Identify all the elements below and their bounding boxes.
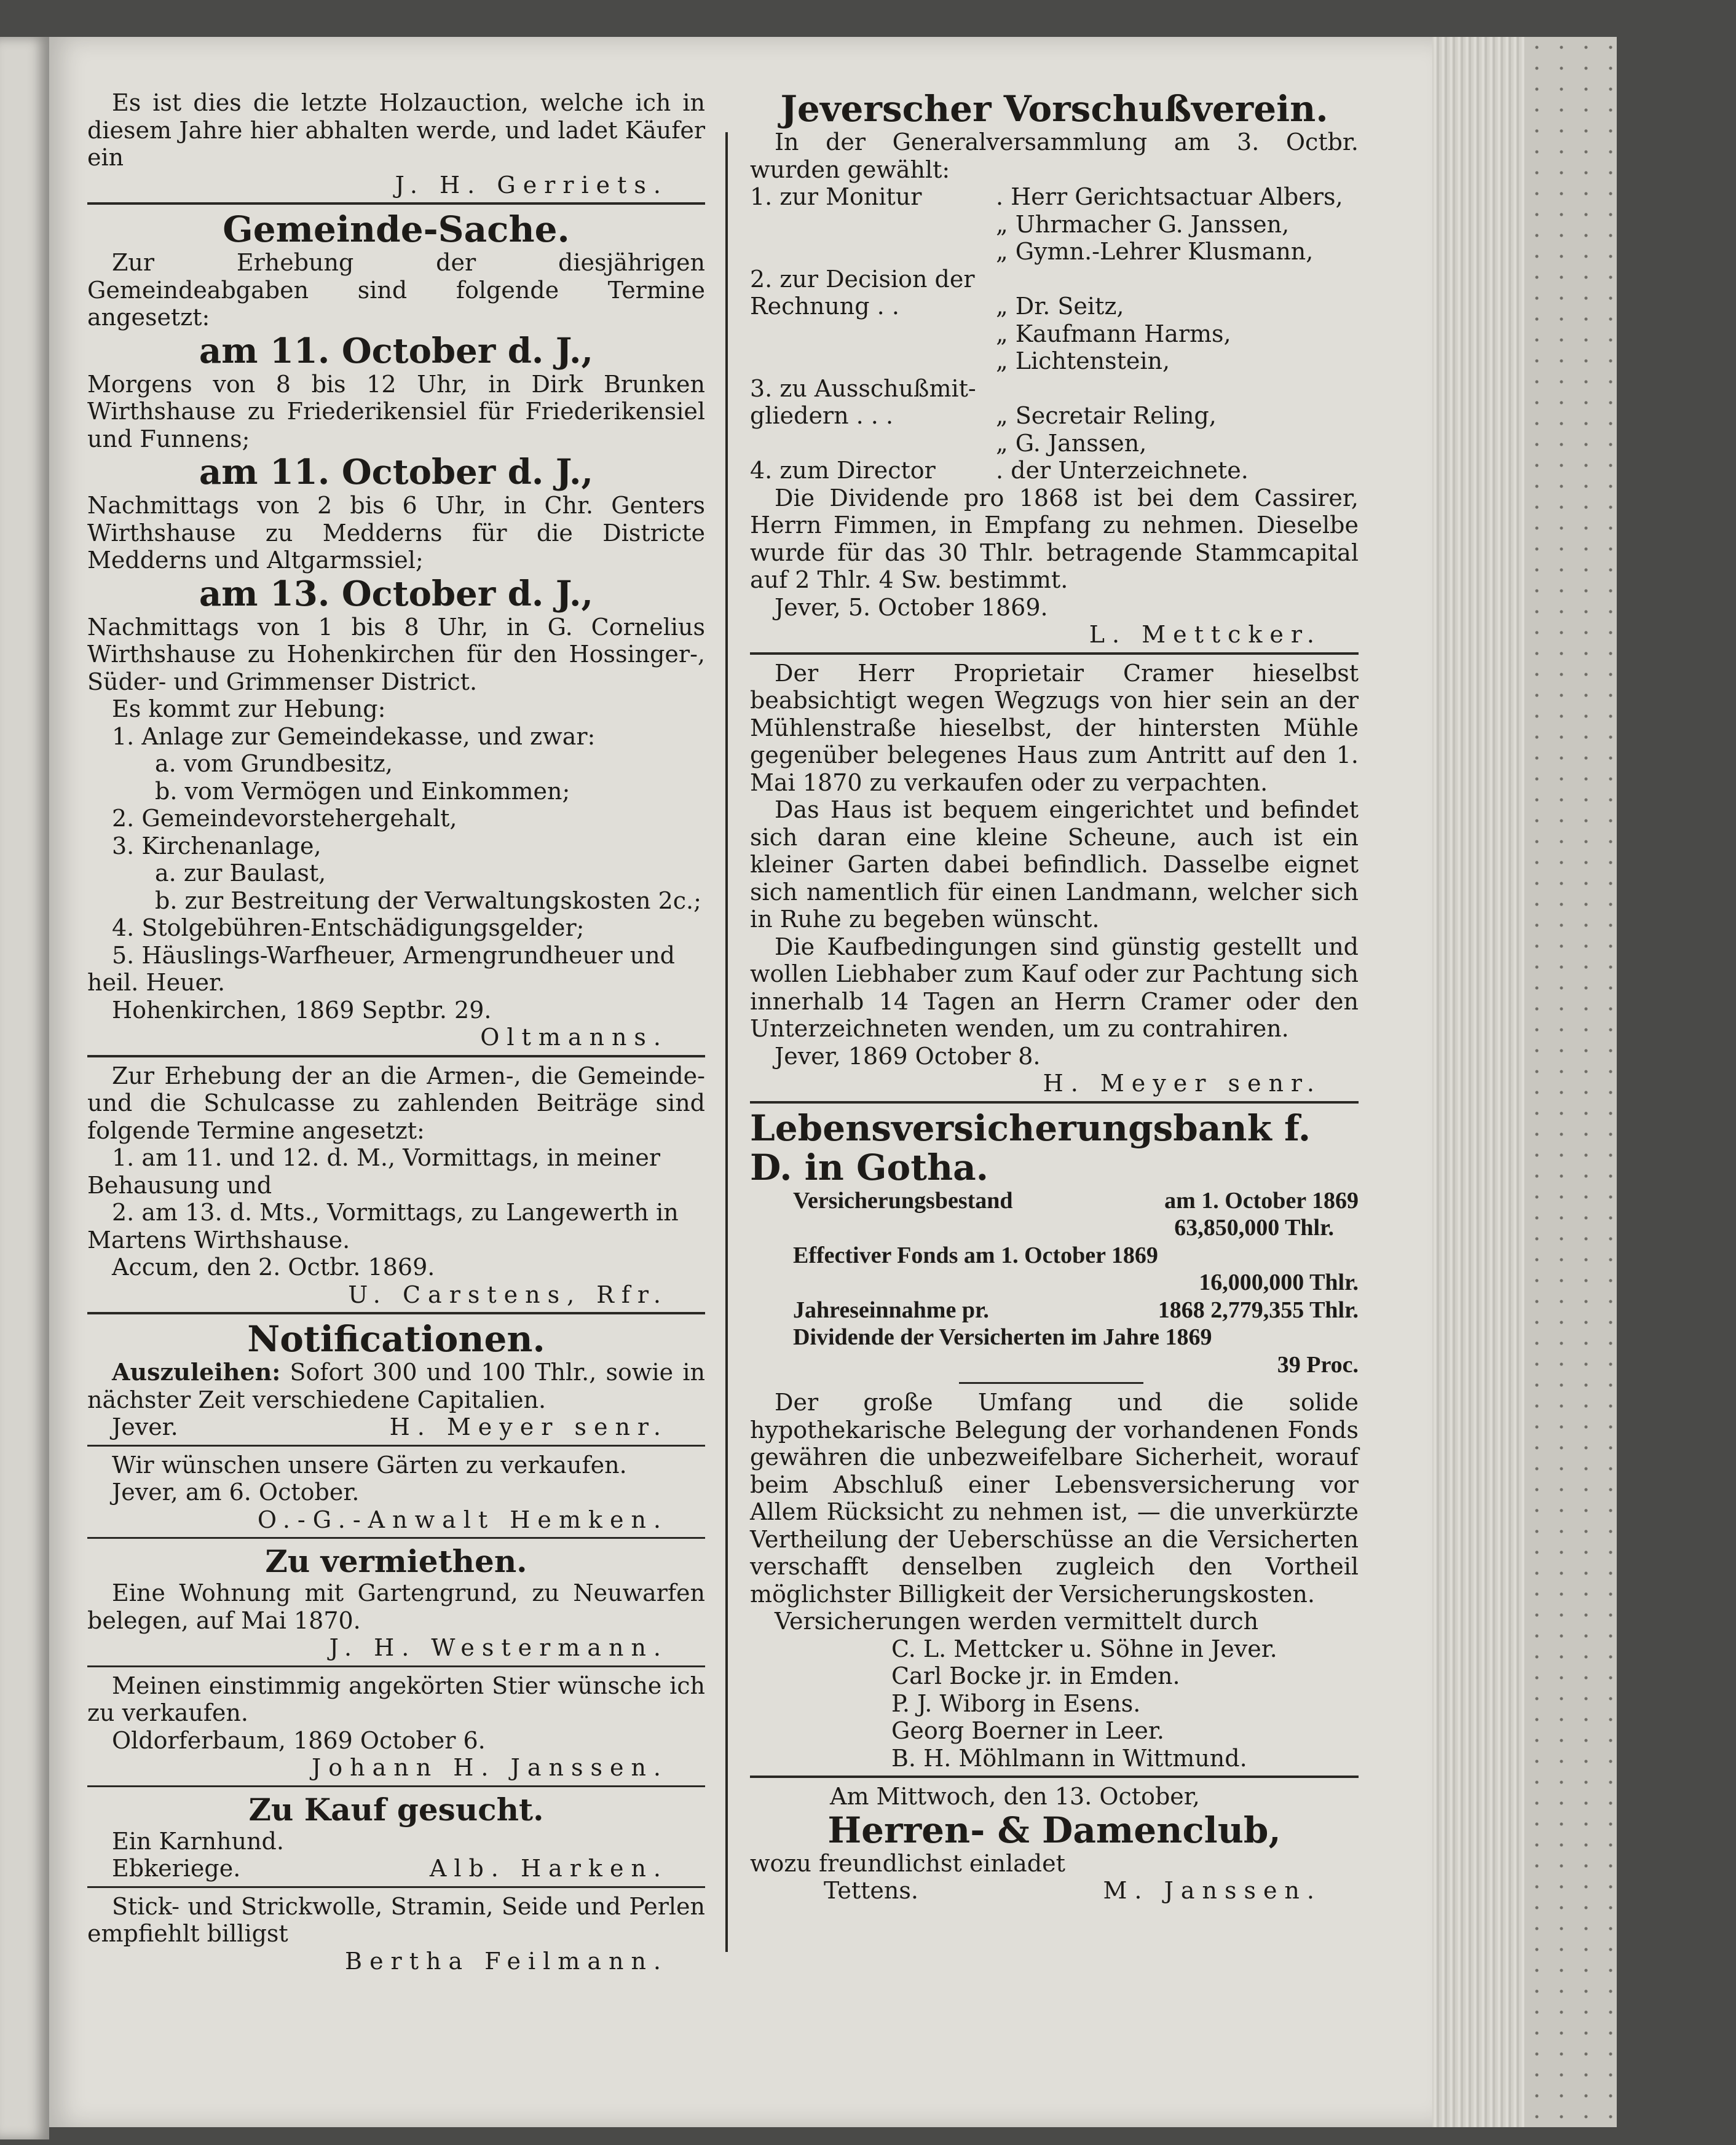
bank-agent: C. L. Mettcker u. Söhne in Jever. xyxy=(891,1635,1277,1662)
table-cell xyxy=(750,347,996,375)
cramer-text-2: Das Haus ist bequem eingerichtet und befindet sich daran eine kleine Scheune, auch ist ein kleiner Garten dabei befindlich. Dasselbe eignet sich namentlich für einen Landmann, welcher sich in Ruhe zu begeben wünscht. xyxy=(750,796,1359,933)
gaerten-text: Wir wünschen unsere Gärten zu verkaufen. xyxy=(112,1451,627,1479)
table-row xyxy=(750,293,1343,320)
auszuleihen-text: Sofort 300 und 100 Thlr., sowie in nächster Zeit verschiedene Capitalien. xyxy=(87,1359,705,1413)
armen-signature: U. Carstens, Rfr. xyxy=(348,1281,668,1308)
table-cell: „ Lichtenstein, xyxy=(996,347,1170,374)
table-row xyxy=(750,211,1343,239)
club-line-1: Am Mittwoch, den 13. October, xyxy=(830,1783,1200,1810)
table-cell xyxy=(750,211,996,239)
gemeinde-heading: Gemeinde-Sache. xyxy=(223,208,570,250)
cramer-text-1: Der Herr Proprietair Cramer hieselbst beabsichtigt wegen Wegzugs von hier sein an der Mühlenstraße hieselbst, der hintersten Mühle gegenüber belegenes Haus zum Antritt auf den 1. Mai 1870 zu verkaufen oder zu verpachten. xyxy=(750,659,1359,796)
divider xyxy=(750,1776,1359,1778)
table-row xyxy=(750,266,1343,293)
table-cell xyxy=(996,375,1343,403)
bank-einnahme-label: Jahreseinnahme pr. xyxy=(793,1297,989,1323)
bank-vermittelt: Versicherungen werden vermittelt durch xyxy=(775,1608,1259,1635)
club-place: Tettens. xyxy=(824,1877,918,1904)
gemeinde-signature: Oltmanns. xyxy=(480,1024,668,1051)
table-cell xyxy=(996,266,1343,293)
speckled-book-edge xyxy=(1525,37,1617,2127)
gaerten-signature: O.-G.-Anwalt Hemken. xyxy=(257,1506,668,1533)
table-cell: „ G. Janssen, xyxy=(996,429,1147,457)
bank-bestand-date: am 1. October 1869 xyxy=(1164,1187,1359,1214)
gemeinde-date-3: am 13. October d. J., xyxy=(199,573,594,614)
table-row xyxy=(750,347,1343,375)
table-row xyxy=(750,320,1343,348)
verein-dividende: Die Dividende pro 1868 ist bei dem Cassirer, Herrn Fimmen, in Empfang zu nehmen. Dieselbe wurde für das 30 Thlr. betragende Stammcapital auf 2 Thlr. 4 Sw. bestimmt. xyxy=(750,484,1359,593)
divider xyxy=(959,1382,1143,1384)
table-cell: . Herr Gerichtsactuar Albers, xyxy=(996,183,1343,210)
table-cell: 2. zur Decision der xyxy=(750,265,975,293)
cramer-place: Jever, 1869 October 8. xyxy=(775,1042,1041,1070)
gemeinde-place: Hohenkirchen, 1869 Septbr. 29. xyxy=(112,996,492,1024)
divider xyxy=(87,1537,705,1539)
cramer-text-3: Die Kaufbedingungen sind günstig gestellt und wollen Liebhaber zum Kauf oder zur Pachtung sich innerhalb 14 Tagen an Herrn Cramer oder den Unterzeichneten wenden, um zu contrahiren. xyxy=(750,933,1359,1042)
gemeinde-text-3: Nachmittags von 1 bis 8 Uhr, in G. Cornelius Wirthshause zu Hohenkirchen für den Hossinger-, Süder- und Grimmenser District. xyxy=(87,613,705,695)
kauf-signature: Alb. Harken. xyxy=(429,1855,668,1882)
bank-text: Der große Umfang und die solide hypothekarische Belegung der vorhandenen Fonds gewähren die unbezweifelbare Sicherheit, worauf beim Abschluß einer Lebensversicherung vor Allem Rücksicht zu nehmen ist, — die unverkürzte Vertheilung der Ueberschüsse an die Versicherten verschafft denselben zugleich den Vortheil möglichster Billigkeit der Versicherungskosten. xyxy=(750,1389,1359,1608)
gemeinde-date-2: am 11. October d. J., xyxy=(199,452,594,492)
kauf-heading: Zu Kauf gesucht. xyxy=(248,1791,544,1828)
stier-signature: Johann H. Janssen. xyxy=(312,1754,668,1781)
table-cell: . der Unterzeichnete. xyxy=(996,457,1249,484)
club-line-2: wozu freundlichst einladet xyxy=(750,1849,1065,1877)
verein-signature: L. Mettcker. xyxy=(1089,621,1322,648)
gemeinde-intro-2: Es kommt zur Hebung: xyxy=(112,695,386,722)
divider xyxy=(87,1312,705,1314)
divider xyxy=(87,1785,705,1787)
gemeinde-item: 2. Gemeindevorstehergehalt, xyxy=(112,805,457,832)
auszuleihen-place: Jever. xyxy=(112,1413,178,1440)
bank-heading: Lebensversicherungsbank f. D. in Gotha. xyxy=(750,1107,1311,1188)
auszuleihen-signature: H. Meyer senr. xyxy=(389,1413,668,1440)
gemeinde-item: 4. Stolgebühren-Entschädigungsgelder; xyxy=(112,914,585,941)
table-row xyxy=(750,238,1343,266)
gemeinde-subitem: b. vom Vermögen und Einkommen; xyxy=(155,777,570,805)
divider xyxy=(87,1665,705,1667)
divider xyxy=(750,1101,1359,1104)
gemeinde-item: 3. Kirchenanlage, xyxy=(112,832,322,859)
stier-text: Meinen einstimmig angekörten Stier wünsche ich zu verkaufen. xyxy=(87,1672,705,1726)
verein-heading: Jeverscher Vorschußverein. xyxy=(780,88,1328,130)
bank-agent: Carl Bocke jr. in Emden. xyxy=(891,1662,1180,1689)
bank-einnahme-value: 1868 2,779,355 Thlr. xyxy=(1158,1297,1359,1323)
table-cell: „ Gymn.-Lehrer Klusmann, xyxy=(996,238,1314,265)
table-cell: „ Dr. Seitz, xyxy=(996,293,1124,320)
bank-agent: B. H. Möhlmann in Wittmund. xyxy=(891,1744,1247,1772)
divider xyxy=(87,1886,705,1888)
gemeinde-subitem: a. zur Baulast, xyxy=(155,859,326,887)
left-page-edge xyxy=(0,37,49,2139)
wolle-text: Stick- und Strickwolle, Stramin, Seide und Perlen empfiehlt billigst xyxy=(87,1892,705,1947)
kauf-place: Ebkeriege. xyxy=(112,1855,241,1882)
table-row xyxy=(750,183,1343,211)
club-heading: Herren- & Damenclub, xyxy=(827,1809,1281,1851)
divider xyxy=(750,652,1359,655)
verein-election-table xyxy=(750,183,1343,484)
notificationen-heading: Notificationen. xyxy=(247,1318,545,1360)
divider xyxy=(87,202,705,205)
vermiethen-heading: Zu vermiethen. xyxy=(265,1543,527,1579)
right-column xyxy=(750,89,1359,1905)
table-cell: „ Uhrmacher G. Janssen, xyxy=(996,210,1290,238)
bank-agent: Georg Boerner in Leer. xyxy=(891,1717,1164,1744)
gemeinde-text-1: Morgens von 8 bis 12 Uhr, in Dirk Brunken Wirthshause zu Friederikensiel für Friederikensiel und Funnens; xyxy=(87,370,705,452)
gemeinde-subitem: a. vom Grundbesitz, xyxy=(155,750,393,777)
stier-place: Oldorferbaum, 1869 October 6. xyxy=(112,1726,486,1754)
verein-place: Jever, 5. October 1869. xyxy=(775,593,1048,621)
wolle-signature: Bertha Feilmann. xyxy=(345,1947,668,1975)
kauf-text: Ein Karnhund. xyxy=(112,1827,284,1855)
gemeinde-item: 1. Anlage zur Gemeindekasse, und zwar: xyxy=(112,722,596,750)
table-cell: 1. zur Monitur xyxy=(750,183,922,210)
table-cell: Rechnung . . xyxy=(750,293,899,320)
bank-bestand-value: 63,850,000 Thlr. xyxy=(1174,1215,1334,1241)
armen-text: Zur Erhebung der an die Armen-, die Gemeinde- und die Schulcasse zu zahlenden Beiträge sind folgende Termine angesetzt: xyxy=(87,1062,705,1144)
armen-place: Accum, den 2. Octbr. 1869. xyxy=(112,1254,435,1281)
table-cell xyxy=(750,238,996,266)
gaerten-place: Jever, am 6. October. xyxy=(112,1479,360,1506)
table-cell: „ Kaufmann Harms, xyxy=(996,320,1231,347)
table-cell: gliedern . . . xyxy=(750,402,894,429)
gemeinde-text-2: Nachmittags von 2 bis 6 Uhr, in Chr. Genters Wirthshause zu Medderns für die Districte Medderns und Altgarmssiel; xyxy=(87,492,705,574)
bank-fonds-value: 16,000,000 Thlr. xyxy=(1199,1270,1359,1295)
bank-dividende-value: 39 Proc. xyxy=(1277,1351,1359,1378)
auszuleihen-label: Auszuleihen: xyxy=(112,1358,281,1386)
gemeinde-intro: Zur Erhebung der diesjährigen Gemeindeabgaben sind folgende Termine angesetzt: xyxy=(87,249,705,331)
table-row xyxy=(750,375,1343,403)
divider xyxy=(87,1445,705,1447)
gemeinde-subitem: b. zur Bestreitung der Verwaltungskosten 2c.; xyxy=(155,887,701,914)
bank-agent: P. J. Wiborg in Esens. xyxy=(891,1689,1141,1717)
club-signature: M. Janssen. xyxy=(1103,1877,1322,1904)
divider xyxy=(87,1055,705,1057)
gemeinde-item: 5. Häuslings-Warfheuer, Armengrundheuer und heil. Heuer. xyxy=(87,941,675,996)
gemeinde-date-1: am 11. October d. J., xyxy=(199,330,594,371)
cramer-signature: H. Meyer senr. xyxy=(1043,1070,1322,1097)
table-cell: 4. zum Director xyxy=(750,457,936,484)
table-cell: „ Secretair Reling, xyxy=(996,402,1217,429)
armen-item-2: 2. am 13. d. Mts., Vormittags, zu Langewerth in Martens Wirthshause. xyxy=(87,1199,679,1254)
left-column xyxy=(87,89,705,1975)
bank-fonds-label: Effectiver Fonds am 1. October 1869 xyxy=(793,1242,1158,1268)
verein-intro: In der Generalversammlung am 3. Octbr. wurden gewählt: xyxy=(750,128,1359,183)
armen-item-1: 1. am 11. und 12. d. M., Vormittags, in meiner Behausung und xyxy=(87,1144,660,1199)
table-row xyxy=(750,402,1343,430)
holzauction-text: Es ist dies die letzte Holzauction, welche ich in diesem Jahre hier abhalten werde, und ladet Käufer ein xyxy=(87,89,705,171)
table-cell xyxy=(750,430,996,457)
vermiethen-signature: J. H. Westermann. xyxy=(329,1634,668,1661)
holzauction-signature: J. H. Gerriets. xyxy=(395,171,668,199)
vermiethen-text: Eine Wohnung mit Gartengrund, zu Neuwarfen belegen, auf Mai 1870. xyxy=(87,1579,705,1634)
bank-bestand-label: Versicherungsbestand xyxy=(793,1187,1013,1214)
table-cell xyxy=(750,320,996,348)
column-divider xyxy=(725,132,728,1952)
table-cell: 3. zu Ausschußmit- xyxy=(750,374,976,402)
table-row xyxy=(750,430,1343,457)
bank-dividende-label: Dividende der Versicherten im Jahre 1869 xyxy=(793,1324,1212,1350)
table-row xyxy=(750,457,1343,484)
